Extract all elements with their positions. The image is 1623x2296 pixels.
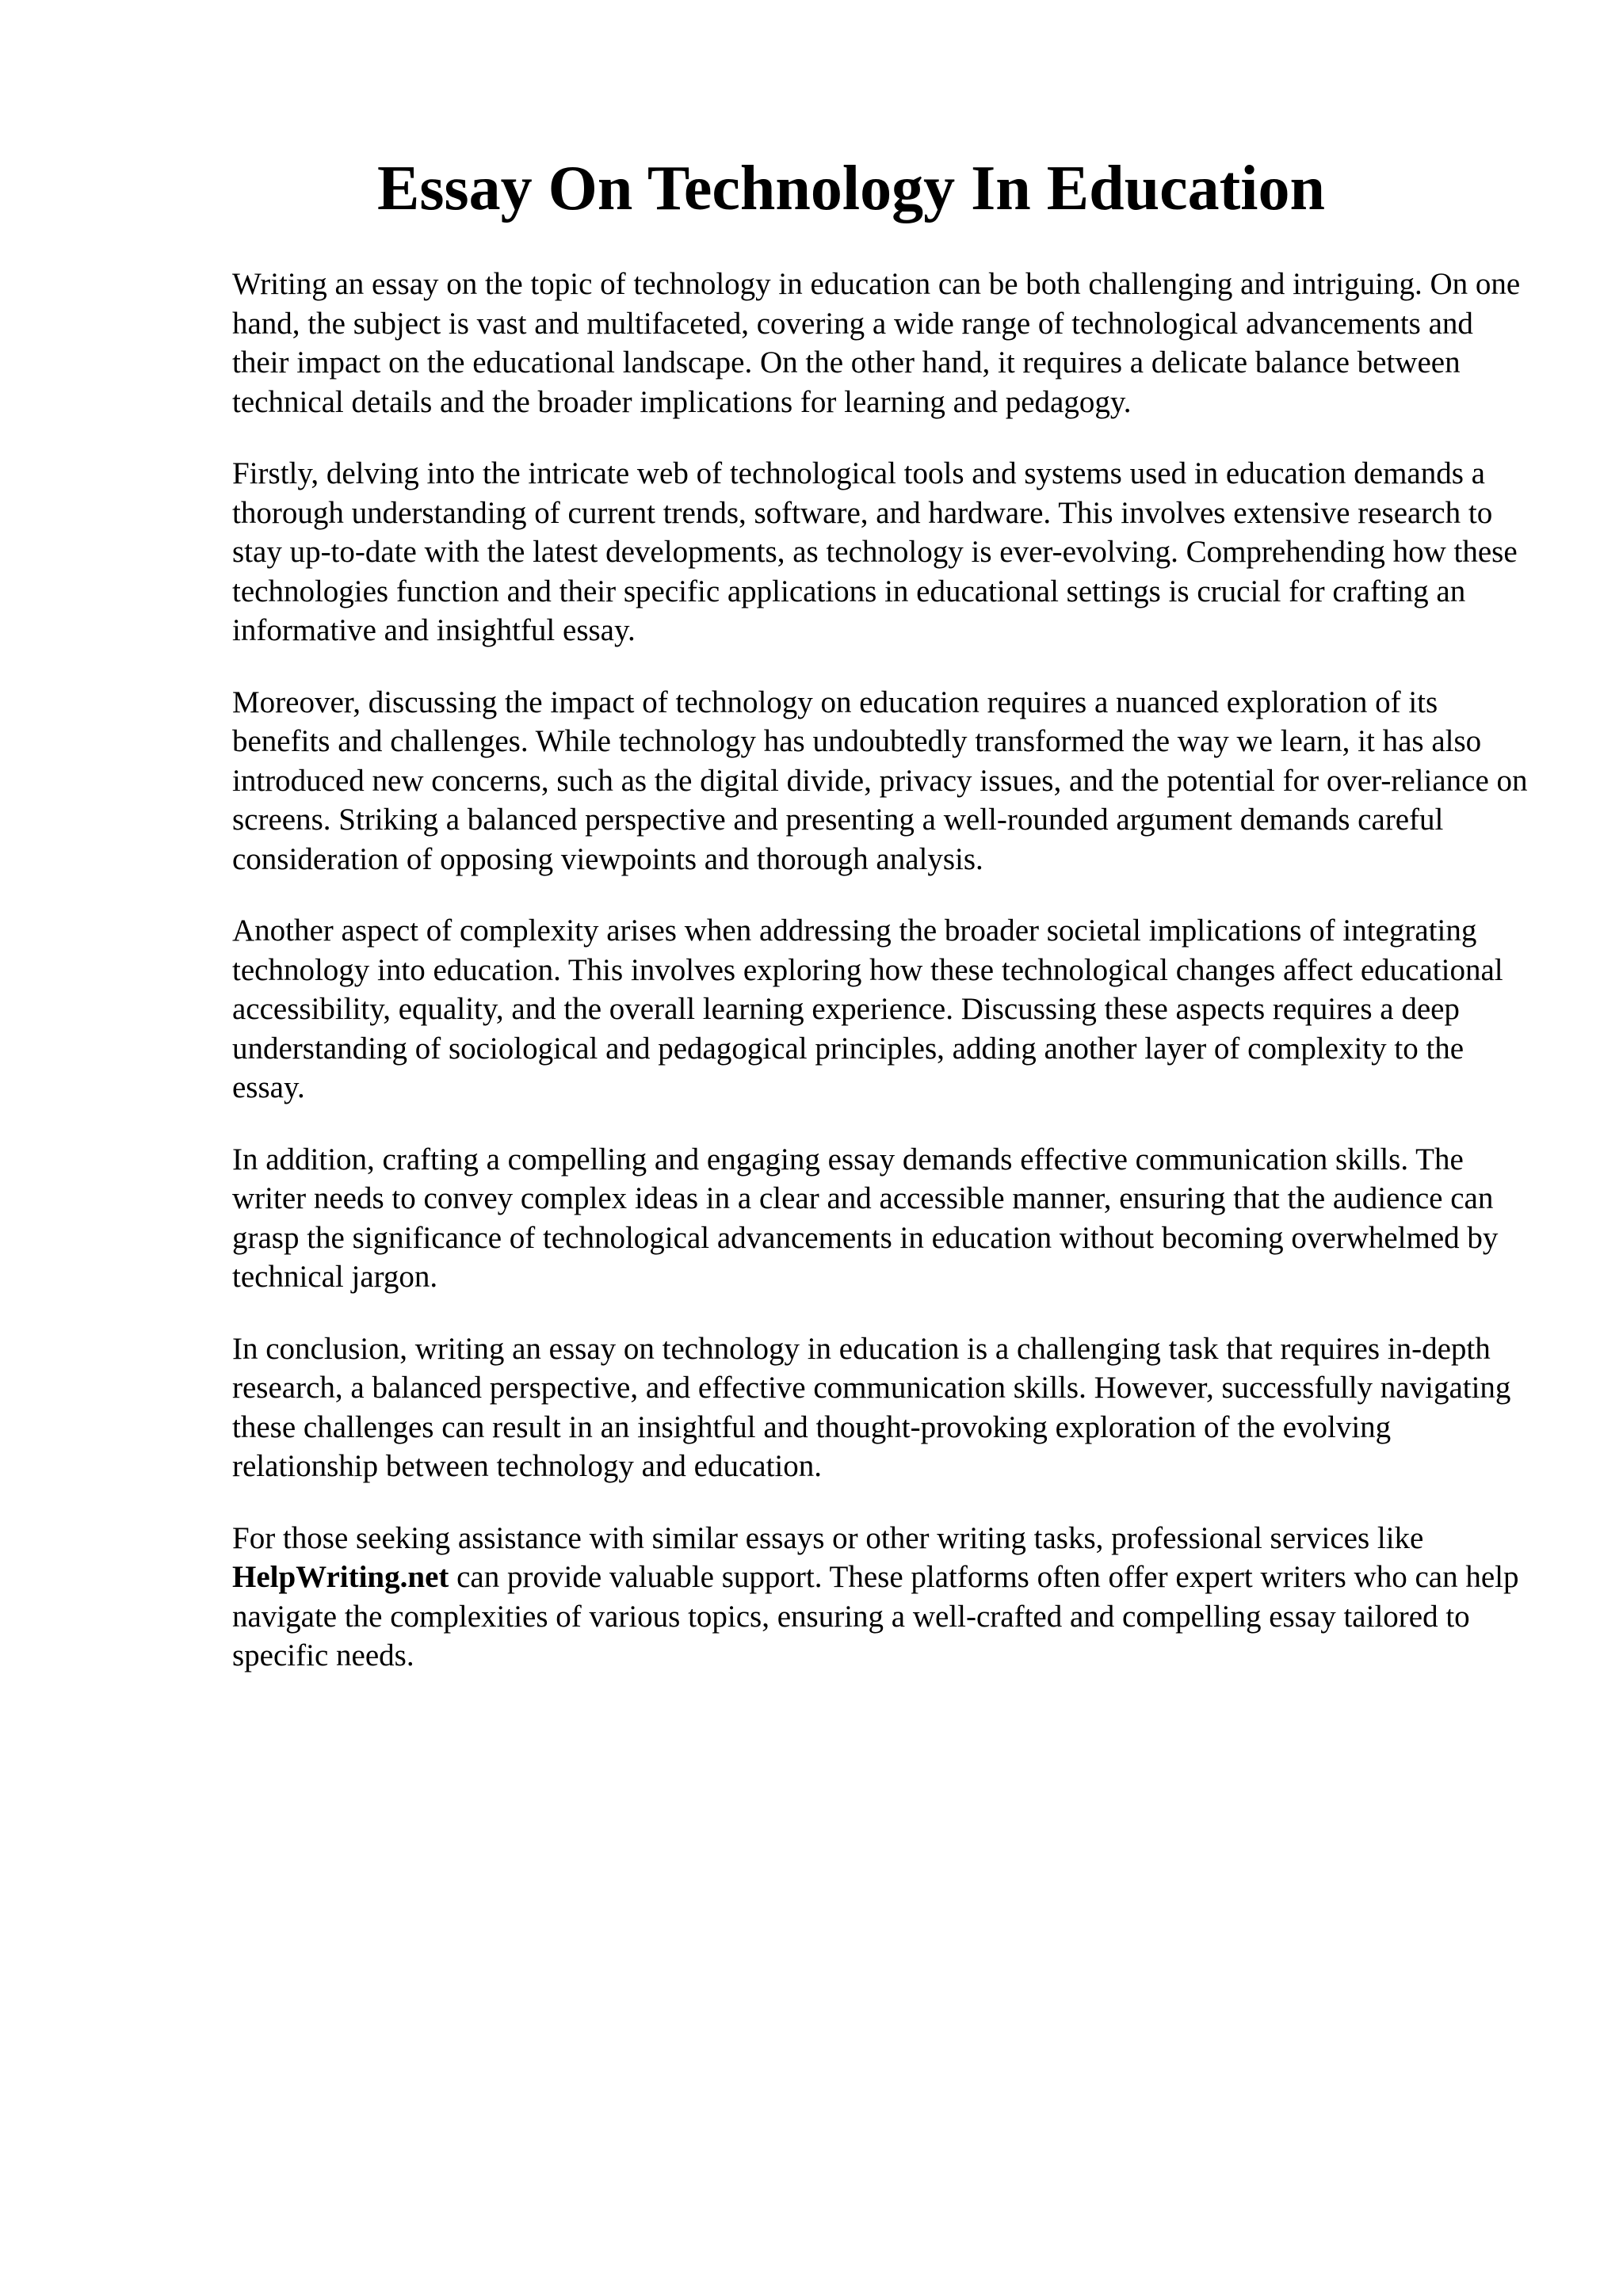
paragraph-intro: Writing an essay on the topic of technology in education can be both challenging and intriguing. On one hand, the subject is vast and multifaceted, covering a wide range of technological advancements and their impact on the educational landscape. On the other hand, it requires a delicate balance between technical details and the broader implications for learning and pedagogy. <box>232 267 1521 419</box>
paragraph-another-aspect: Another aspect of complexity arises when addressing the broader societal implications of integrating technology into education. This involves exploring how these technological changes affect educational accessibility, equality, and the overall learning experience. Discussing these aspects requires a deep understanding of sociological and pedagogical principles, adding another layer of complexity to the essay. <box>232 913 1503 1104</box>
paragraph-in-addition: In addition, crafting a compelling and engaging essay demands effective communication skills. The writer needs to convey complex ideas in a clear and accessible manner, ensuring that the audience can grasp the significance of technological advancements in education without becoming overwhelmed by technical jargon. <box>232 1142 1499 1294</box>
paragraph-closing <box>232 1519 1532 1676</box>
paragraph-firstly: Firstly, delving into the intricate web of technological tools and systems used in education demands a thorough understanding of current trends, software, and hardware. This involves extensive research to stay up-to-date with the latest developments, as technology is ever-evolving. Comprehending how these technologies function and their specific applications in educational settings is crucial for crafting an informative and insightful essay. <box>232 456 1518 647</box>
closing-text-before: For those seeking assistance with similar essays or other writing tasks, professional services like <box>232 1520 1424 1555</box>
document-title: Essay On Technology In Education <box>377 154 1325 223</box>
closing-text-after: can provide valuable support. These platforms often offer expert writers who can help navigate the complexities of various topics, ensuring a well-crafted and compelling essay tailored to specific needs. <box>232 1560 1519 1672</box>
paragraph-moreover: Moreover, discussing the impact of technology on education requires a nuanced exploration of its benefits and challenges. While technology has undoubtedly transformed the way we learn, it has also introduced new concerns, such as the digital divide, privacy issues, and the potential for over-reliance on screens. Striking a balanced perspective and presenting a well-rounded argument demands careful consideration of opposing viewpoints and thorough analysis. <box>232 685 1528 876</box>
document-body <box>232 265 1532 1708</box>
brand-name: HelpWriting.net <box>232 1560 449 1594</box>
paragraph-conclusion: In conclusion, writing an essay on technology in education is a challenging task that requires in-depth research, a balanced perspective, and effective communication skills. However, successfully navigating these challenges can result in an insightful and thought-provoking exploration of the evolving relationship between technology and education. <box>232 1331 1511 1483</box>
